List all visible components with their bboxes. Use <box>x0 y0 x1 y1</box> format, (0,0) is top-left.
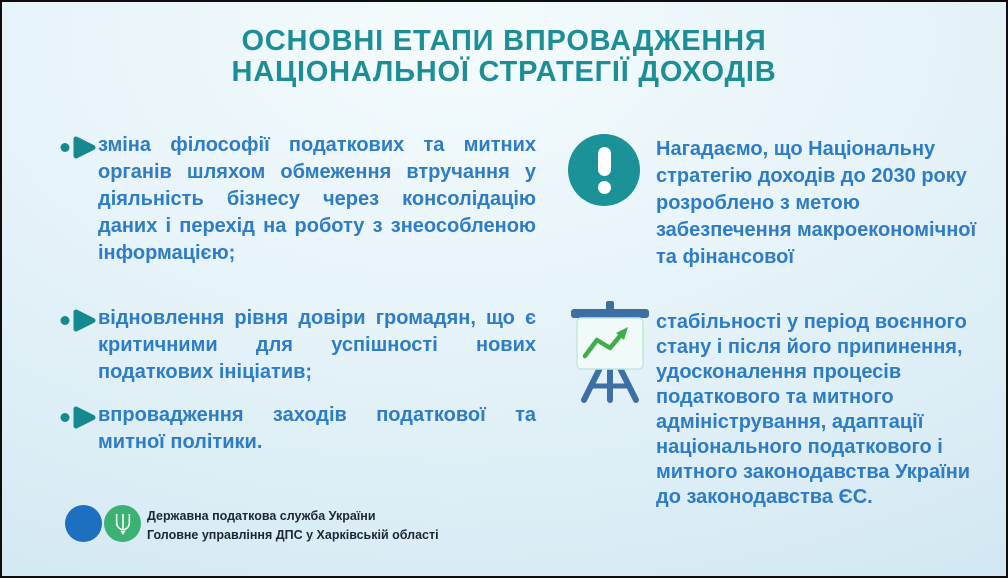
presentation-chart-icon <box>568 300 652 404</box>
note-text: стабільності у період воєнного стану і після його припинення, удосконалення процесів податкового та митного адміністрування, адаптації національного податкового і митного законодавства України до законодавства ЄС. <box>656 311 971 508</box>
play-arrow-bullet-icon <box>60 134 98 161</box>
bullet-text: впровадження заходів податкової та митної політики. <box>98 404 536 453</box>
footer-org-text <box>147 505 439 545</box>
dps-blue-circle-logo <box>65 505 102 542</box>
note-text: Нагадаємо, що Національну стратегію доходів до 2030 року розроблено з метою забезпечення макроекономічної та фінансової <box>656 138 977 268</box>
play-arrow-bullet-icon <box>60 404 98 431</box>
bullet-item <box>60 402 536 456</box>
note-item <box>568 300 988 510</box>
page-title <box>2 26 1006 88</box>
exclamation-circle-icon <box>568 134 640 206</box>
note-item <box>568 134 988 271</box>
footer-org-department: Головне управління ДПС у Харківській області <box>147 528 439 542</box>
trident-emblem-icon <box>104 505 141 542</box>
bullet-item <box>60 132 536 267</box>
footer <box>65 505 439 545</box>
bullet-item <box>60 305 536 386</box>
title-line-2: НАЦІОНАЛЬНОЇ СТРАТЕГІЇ ДОХОДІВ <box>231 56 777 88</box>
play-arrow-bullet-icon <box>60 307 98 334</box>
bullet-text: відновлення рівня довіри громадян, що є критичними для успішності нових податкових ініціатив; <box>98 307 536 383</box>
bullet-text: зміна філософії податкових та митних органів шляхом обмеження втручання у діяльність бізнесу через консолідацію даних і перехід на роботу з знеособленою інформацією; <box>98 134 536 264</box>
title-line-1: ОСНОВНІ ЕТАПИ ВПРОВАДЖЕННЯ <box>241 25 767 57</box>
footer-org-name: Державна податкова служба України <box>147 509 376 523</box>
